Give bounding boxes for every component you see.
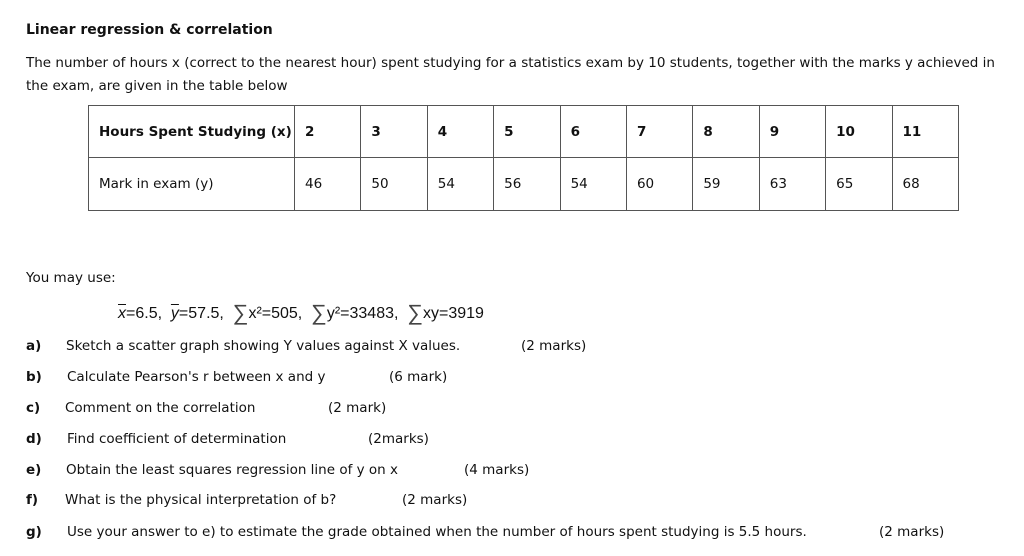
x-bar-value: =6.5,	[126, 305, 163, 322]
cell: 59	[693, 158, 759, 211]
question-text: Obtain the least squares regression line of y on x	[66, 462, 399, 478]
cell: 5	[494, 106, 560, 158]
question-marks: (2 marks)	[879, 524, 945, 540]
sum-xy: xy=3919	[423, 305, 484, 322]
question-marks: (6 mark)	[389, 369, 448, 385]
sigma-icon: ∑	[232, 300, 249, 325]
question-label: a)	[26, 338, 42, 354]
row-header: Hours Spent Studying (x)	[89, 106, 295, 158]
you-may-use: You may use:	[26, 270, 116, 286]
row-header: Mark in exam (y)	[89, 158, 295, 211]
sigma-icon: ∑	[407, 300, 424, 325]
x-bar: $\overline{x}$	[118, 305, 126, 322]
question-text: What is the physical interpretation of b?	[65, 492, 337, 508]
question-marks: (2 mark)	[328, 400, 387, 416]
intro-line-1: The number of hours x (correct to the nearest hour) spent studying for a statistics exam by 10 students, together with the marks y achieved in	[26, 55, 995, 71]
formula	[118, 300, 484, 326]
cell: 65	[826, 158, 892, 211]
cell: 46	[295, 158, 361, 211]
sigma-icon: ∑	[311, 300, 327, 325]
table-row-hours	[89, 106, 959, 158]
cell: 63	[759, 158, 825, 211]
cell: 10	[826, 106, 892, 158]
cell: 3	[361, 106, 427, 158]
cell: 56	[494, 158, 560, 211]
question-label: g)	[26, 524, 42, 540]
cell: 68	[892, 158, 958, 211]
sum-y2: y²=33483,	[326, 305, 399, 322]
question-marks: (2 marks)	[521, 338, 587, 354]
cell: 54	[560, 158, 626, 211]
cell: 9	[759, 106, 825, 158]
cell: 8	[693, 106, 759, 158]
question-text: Find coefficient of determination	[67, 431, 287, 447]
question-text: Comment on the correlation	[65, 400, 256, 416]
sum-x2: x²=505,	[248, 305, 303, 322]
data-table	[88, 105, 959, 211]
cell: 2	[295, 106, 361, 158]
question-label: e)	[26, 462, 42, 478]
question-label: b)	[26, 369, 42, 385]
cell: 7	[626, 106, 692, 158]
y-bar: $\overline{y}$	[170, 305, 179, 322]
question-marks: (2 marks)	[402, 492, 468, 508]
cell: 54	[427, 158, 493, 211]
cell: 60	[626, 158, 692, 211]
cell: 4	[427, 106, 493, 158]
cell: 50	[361, 158, 427, 211]
question-text: Use your answer to e) to estimate the grade obtained when the number of hours spent studying is 5.5 hours.	[67, 524, 807, 540]
question-label: f)	[26, 492, 39, 508]
intro-line-2: the exam, are given in the table below	[26, 78, 288, 94]
question-label: d)	[26, 431, 42, 447]
question-text: Sketch a scatter graph showing Y values against X values.	[66, 338, 461, 354]
y-bar-value: =57.5,	[178, 305, 224, 322]
question-text: Calculate Pearson's r between x and y	[67, 369, 326, 385]
table-row-marks	[89, 158, 959, 211]
question-marks: (4 marks)	[464, 462, 530, 478]
question-marks: (2marks)	[368, 431, 429, 447]
title: Linear regression & correlation	[26, 22, 273, 38]
cell: 11	[892, 106, 958, 158]
question-label: c)	[26, 400, 41, 416]
cell: 6	[560, 106, 626, 158]
